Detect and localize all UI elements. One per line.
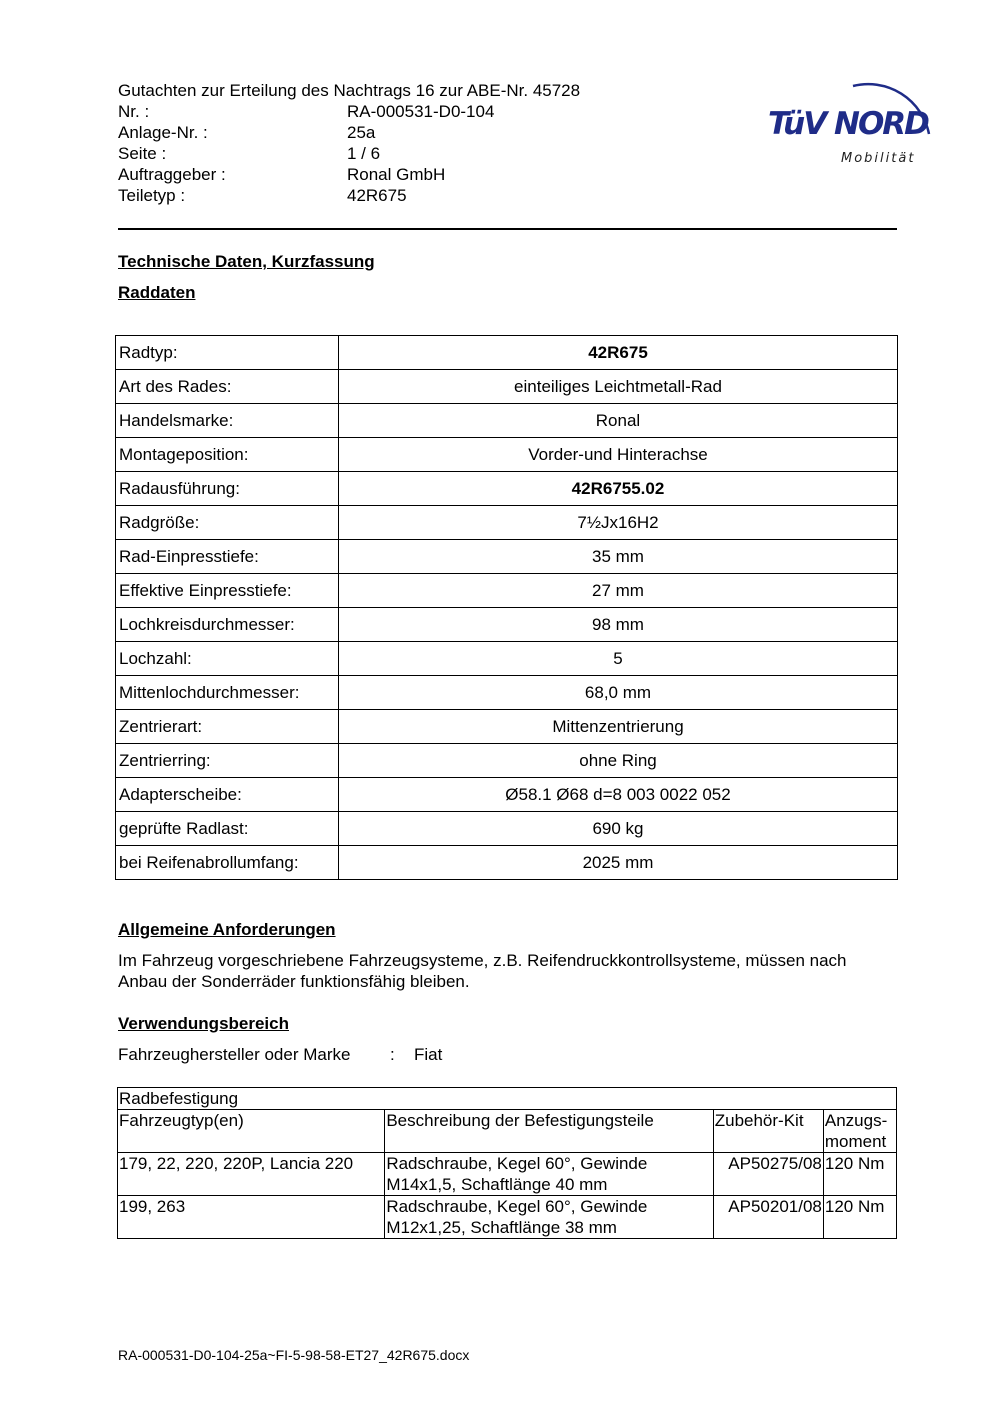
header-field-value: RA-000531-D0-104	[347, 102, 495, 121]
header-field	[118, 101, 580, 122]
raddaten-row	[116, 846, 898, 880]
raddaten-value: 27 mm	[339, 574, 898, 608]
header-field-label: Teiletyp :	[118, 186, 186, 205]
header-field	[118, 143, 580, 164]
raddaten-label: Montageposition:	[116, 438, 339, 472]
heading-technische-daten: Technische Daten, Kurzfassung	[118, 252, 375, 271]
raddaten-row	[116, 778, 898, 812]
header-field-label: Auftraggeber :	[118, 165, 226, 184]
marke-label: Fahrzeughersteller oder Marke	[118, 1045, 351, 1064]
raddaten-label: geprüfte Radlast:	[116, 812, 339, 846]
radbefestigung-row	[118, 1153, 897, 1196]
raddaten-label: Handelsmarke:	[116, 404, 339, 438]
raddaten-value: Ronal	[339, 404, 898, 438]
raddaten-label: Lochzahl:	[116, 642, 339, 676]
raddaten-label: Zentrierring:	[116, 744, 339, 778]
raddaten-value: 42R675	[339, 336, 898, 370]
raddaten-row	[116, 336, 898, 370]
raddaten-row	[116, 744, 898, 778]
raddaten-row	[116, 642, 898, 676]
raddaten-value: 35 mm	[339, 540, 898, 574]
radbefestigung-cell: 120 Nm	[823, 1196, 896, 1239]
raddaten-table	[115, 335, 898, 880]
raddaten-row	[116, 710, 898, 744]
raddaten-label: Rad-Einpresstiefe:	[116, 540, 339, 574]
raddaten-label: Lochkreisdurchmesser:	[116, 608, 339, 642]
footer-filename: RA-000531-D0-104-25a~FI-5-98-58-ET27_42R675.docx	[118, 1347, 470, 1363]
raddaten-value: ohne Ring	[339, 744, 898, 778]
header-field-value: 1 / 6	[347, 144, 381, 163]
heading-allgemeine-anforderungen: Allgemeine Anforderungen	[118, 920, 336, 939]
raddaten-value: einteiliges Leichtmetall-Rad	[339, 370, 898, 404]
raddaten-label: bei Reifenabrollumfang:	[116, 846, 339, 880]
radbefestigung-cell: Radschraube, Kegel 60°, Gewinde M14x1,5, Schaftlänge 40 mm	[385, 1153, 713, 1196]
raddaten-label: Radtyp:	[116, 336, 339, 370]
header-field	[118, 164, 580, 185]
raddaten-label: Adapterscheibe:	[116, 778, 339, 812]
header-field-value: Ronal GmbH	[347, 165, 446, 184]
fahrzeughersteller-line	[118, 1045, 442, 1065]
logo-subtitle: Mobilität	[841, 151, 916, 166]
raddaten-row	[116, 540, 898, 574]
radbefestigung-column-header: Beschreibung der Befestigungsteile	[385, 1110, 713, 1153]
raddaten-label: Mittenlochdurchmesser:	[116, 676, 339, 710]
radbefestigung-row	[118, 1196, 897, 1239]
raddaten-label: Effektive Einpresstiefe:	[116, 574, 339, 608]
raddaten-row	[116, 438, 898, 472]
raddaten-label: Art des Rades:	[116, 370, 339, 404]
raddaten-value: Mittenzentrierung	[339, 710, 898, 744]
raddaten-label: Radausführung:	[116, 472, 339, 506]
raddaten-value: 690 kg	[339, 812, 898, 846]
radbefestigung-cell: 179, 22, 220, 220P, Lancia 220	[118, 1153, 385, 1196]
radbefestigung-title: Radbefestigung	[118, 1088, 897, 1110]
document-header	[118, 80, 580, 206]
raddaten-row	[116, 574, 898, 608]
raddaten-row	[116, 370, 898, 404]
radbefestigung-column-header: Anzugs- moment	[823, 1110, 896, 1153]
header-divider	[118, 228, 897, 230]
raddaten-value: 2025 mm	[339, 846, 898, 880]
radbefestigung-cell: AP50201/08	[713, 1196, 823, 1239]
heading-raddaten: Raddaten	[118, 283, 196, 302]
marke-separator: :	[390, 1045, 395, 1064]
raddaten-row	[116, 506, 898, 540]
raddaten-value: Vorder-und Hinterachse	[339, 438, 898, 472]
radbefestigung-column-header: Fahrzeugtyp(en)	[118, 1110, 385, 1153]
header-fields	[118, 101, 580, 206]
radbefestigung-cell: 120 Nm	[823, 1153, 896, 1196]
radbefestigung-cell: AP50275/08	[713, 1153, 823, 1196]
raddaten-value: Ø58.1 Ø68 d=8 003 0022 052	[339, 778, 898, 812]
header-field-label: Seite :	[118, 144, 167, 163]
raddaten-value: 42R6755.02	[339, 472, 898, 506]
raddaten-row	[116, 608, 898, 642]
header-field	[118, 122, 580, 143]
allgemeine-text: Im Fahrzeug vorgeschriebene Fahrzeugsysteme, z.B. Reifendruckkontrollsysteme, müssen nach Anbau der Sonderräder funktionsfähig bleiben.	[118, 951, 847, 991]
header-field-value: 25a	[347, 123, 376, 142]
raddaten-label: Radgröße:	[116, 506, 339, 540]
raddaten-value: 98 mm	[339, 608, 898, 642]
tuv-nord-logo	[765, 58, 945, 178]
marke-value: Fiat	[414, 1045, 443, 1064]
raddaten-row	[116, 404, 898, 438]
header-field-value: 42R675	[347, 186, 407, 205]
raddaten-label: Zentrierart:	[116, 710, 339, 744]
header-field-label: Nr. :	[118, 102, 150, 121]
header-field	[118, 185, 580, 206]
header-field-label: Anlage-Nr. :	[118, 123, 208, 142]
raddaten-value: 68,0 mm	[339, 676, 898, 710]
document-title: Gutachten zur Erteilung des Nachtrags 16 zur ABE-Nr. 45728	[118, 81, 581, 100]
radbefestigung-header-row	[118, 1110, 897, 1153]
raddaten-row	[116, 676, 898, 710]
raddaten-row	[116, 812, 898, 846]
raddaten-value: 5	[339, 642, 898, 676]
radbefestigung-cell: 199, 263	[118, 1196, 385, 1239]
raddaten-value: 7½Jx16H2	[339, 506, 898, 540]
radbefestigung-cell: Radschraube, Kegel 60°, Gewinde M12x1,25, Schaftlänge 38 mm	[385, 1196, 713, 1239]
raddaten-row	[116, 472, 898, 506]
radbefestigung-column-header: Zubehör-Kit	[713, 1110, 823, 1153]
logo-wordmark: TüV NORD	[768, 106, 928, 142]
radbefestigung-table	[117, 1087, 897, 1239]
heading-verwendungsbereich: Verwendungsbereich	[118, 1014, 289, 1033]
